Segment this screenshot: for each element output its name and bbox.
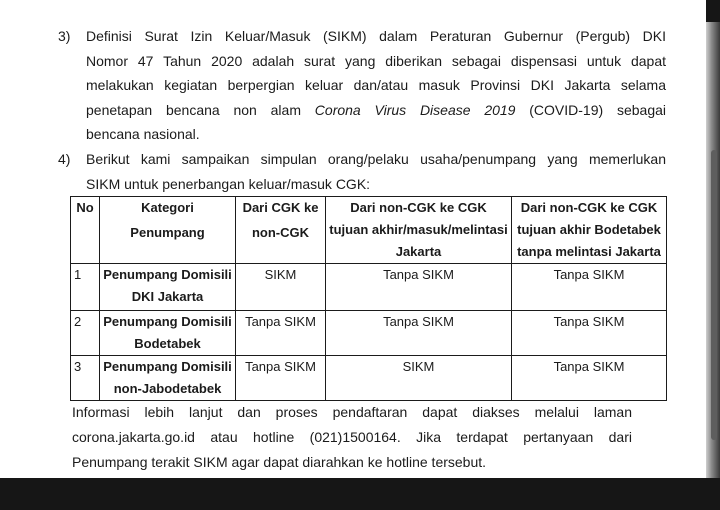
item-4-text (86, 147, 666, 196)
item-number: 4) (58, 151, 71, 167)
header-text: tanpa melintasi Jakarta (517, 244, 661, 259)
header-text: Dari non-CGK ke CGK (350, 200, 487, 215)
sikm-table (70, 196, 667, 401)
category-text: Penumpang Domisili (103, 314, 232, 329)
row-number: 3 (71, 356, 100, 401)
header-no (71, 197, 100, 264)
text-line: Berikut kami sampaikan simpulan orang/pelaku usaha/penumpang yang memerlukan (86, 151, 666, 167)
info-paragraph (72, 400, 632, 475)
cell-to-cgk-jakarta: Tanpa SIKM (326, 264, 512, 311)
cell-to-cgk-jakarta: SIKM (326, 356, 512, 401)
item-number: 3) (58, 28, 71, 44)
cell-to-cgk-bodetabek: Tanpa SIKM (512, 311, 667, 356)
text-line: Penumpang terakit SIKM agar dapat diarahkan ke hotline tersebut. (72, 454, 487, 470)
cell-to-cgk-bodetabek: Tanpa SIKM (512, 264, 667, 311)
table-row (71, 311, 667, 356)
header-text: No (76, 200, 94, 215)
header-text: Dari CGK ke (242, 200, 319, 215)
bottom-black-bar (0, 478, 720, 510)
text-line: Nomor 47 Tahun 2020 adalah surat yang diberikan sebagai dispensasi untuk dapat (86, 52, 666, 69)
category-text: Bodetabek (134, 336, 201, 351)
scrollbar-handle[interactable] (711, 150, 717, 440)
table-header-row (71, 197, 667, 264)
text-line-mixed (86, 98, 666, 123)
cell-from-cgk: Tanpa SIKM (236, 356, 326, 401)
table-row (71, 264, 667, 311)
text-line: corona.jakarta.go.id atau hotline (021)1500164. Jika terdapat pertanyaan dari (72, 429, 632, 445)
cell-from-cgk: SIKM (236, 264, 326, 311)
category-text: Penumpang Domisili (103, 267, 232, 282)
italic-term: Corona Virus Disease 2019 (314, 101, 516, 118)
header-text: Jakarta (395, 244, 442, 259)
category-text: DKI Jakarta (131, 289, 204, 304)
category-text: Penumpang Domisili (103, 359, 232, 374)
header-text: Dari non-CGK ke CGK (520, 200, 658, 215)
header-text: non-CGK (251, 225, 310, 240)
text-line: Informasi lebih lanjut dan proses pendaftaran dapat diakses melalui laman (72, 404, 632, 420)
header-category (100, 197, 236, 264)
category-text: non-Jabodetabek (113, 381, 222, 396)
header-text: Penumpang (130, 225, 205, 240)
item-3-text (86, 24, 666, 147)
cell-from-cgk: Tanpa SIKM (236, 311, 326, 356)
header-text: tujuan akhir Bodetabek (517, 222, 661, 237)
header-to-cgk-jakarta (326, 197, 512, 264)
header-text: tujuan akhir/masuk/melintasi (329, 222, 508, 237)
text-line: bencana nasional. (86, 126, 200, 142)
row-category (100, 311, 236, 356)
row-category (100, 264, 236, 311)
cell-to-cgk-jakarta: Tanpa SIKM (326, 311, 512, 356)
header-to-cgk-bodetabek (512, 197, 667, 264)
cell-to-cgk-bodetabek: Tanpa SIKM (512, 356, 667, 401)
header-text: Kategori (141, 200, 194, 215)
row-number: 2 (71, 311, 100, 356)
text-line: melakukan kegiatan berpergian keluar dan/atau masuk Provinsi DKI Jakarta selama (86, 77, 666, 93)
text-segment: penetapan bencana non alam (86, 101, 315, 118)
header-from-cgk (236, 197, 326, 264)
row-number: 1 (71, 264, 100, 311)
table-row (71, 356, 667, 401)
text-segment: (COVID-19) sebagai (515, 101, 666, 118)
text-line: Definisi Surat Izin Keluar/Masuk (SIKM) dalam Peraturan Gubernur (Pergub) DKI (86, 28, 666, 44)
text-line: SIKM untuk penerbangan keluar/masuk CGK: (86, 175, 371, 192)
row-category (100, 356, 236, 401)
